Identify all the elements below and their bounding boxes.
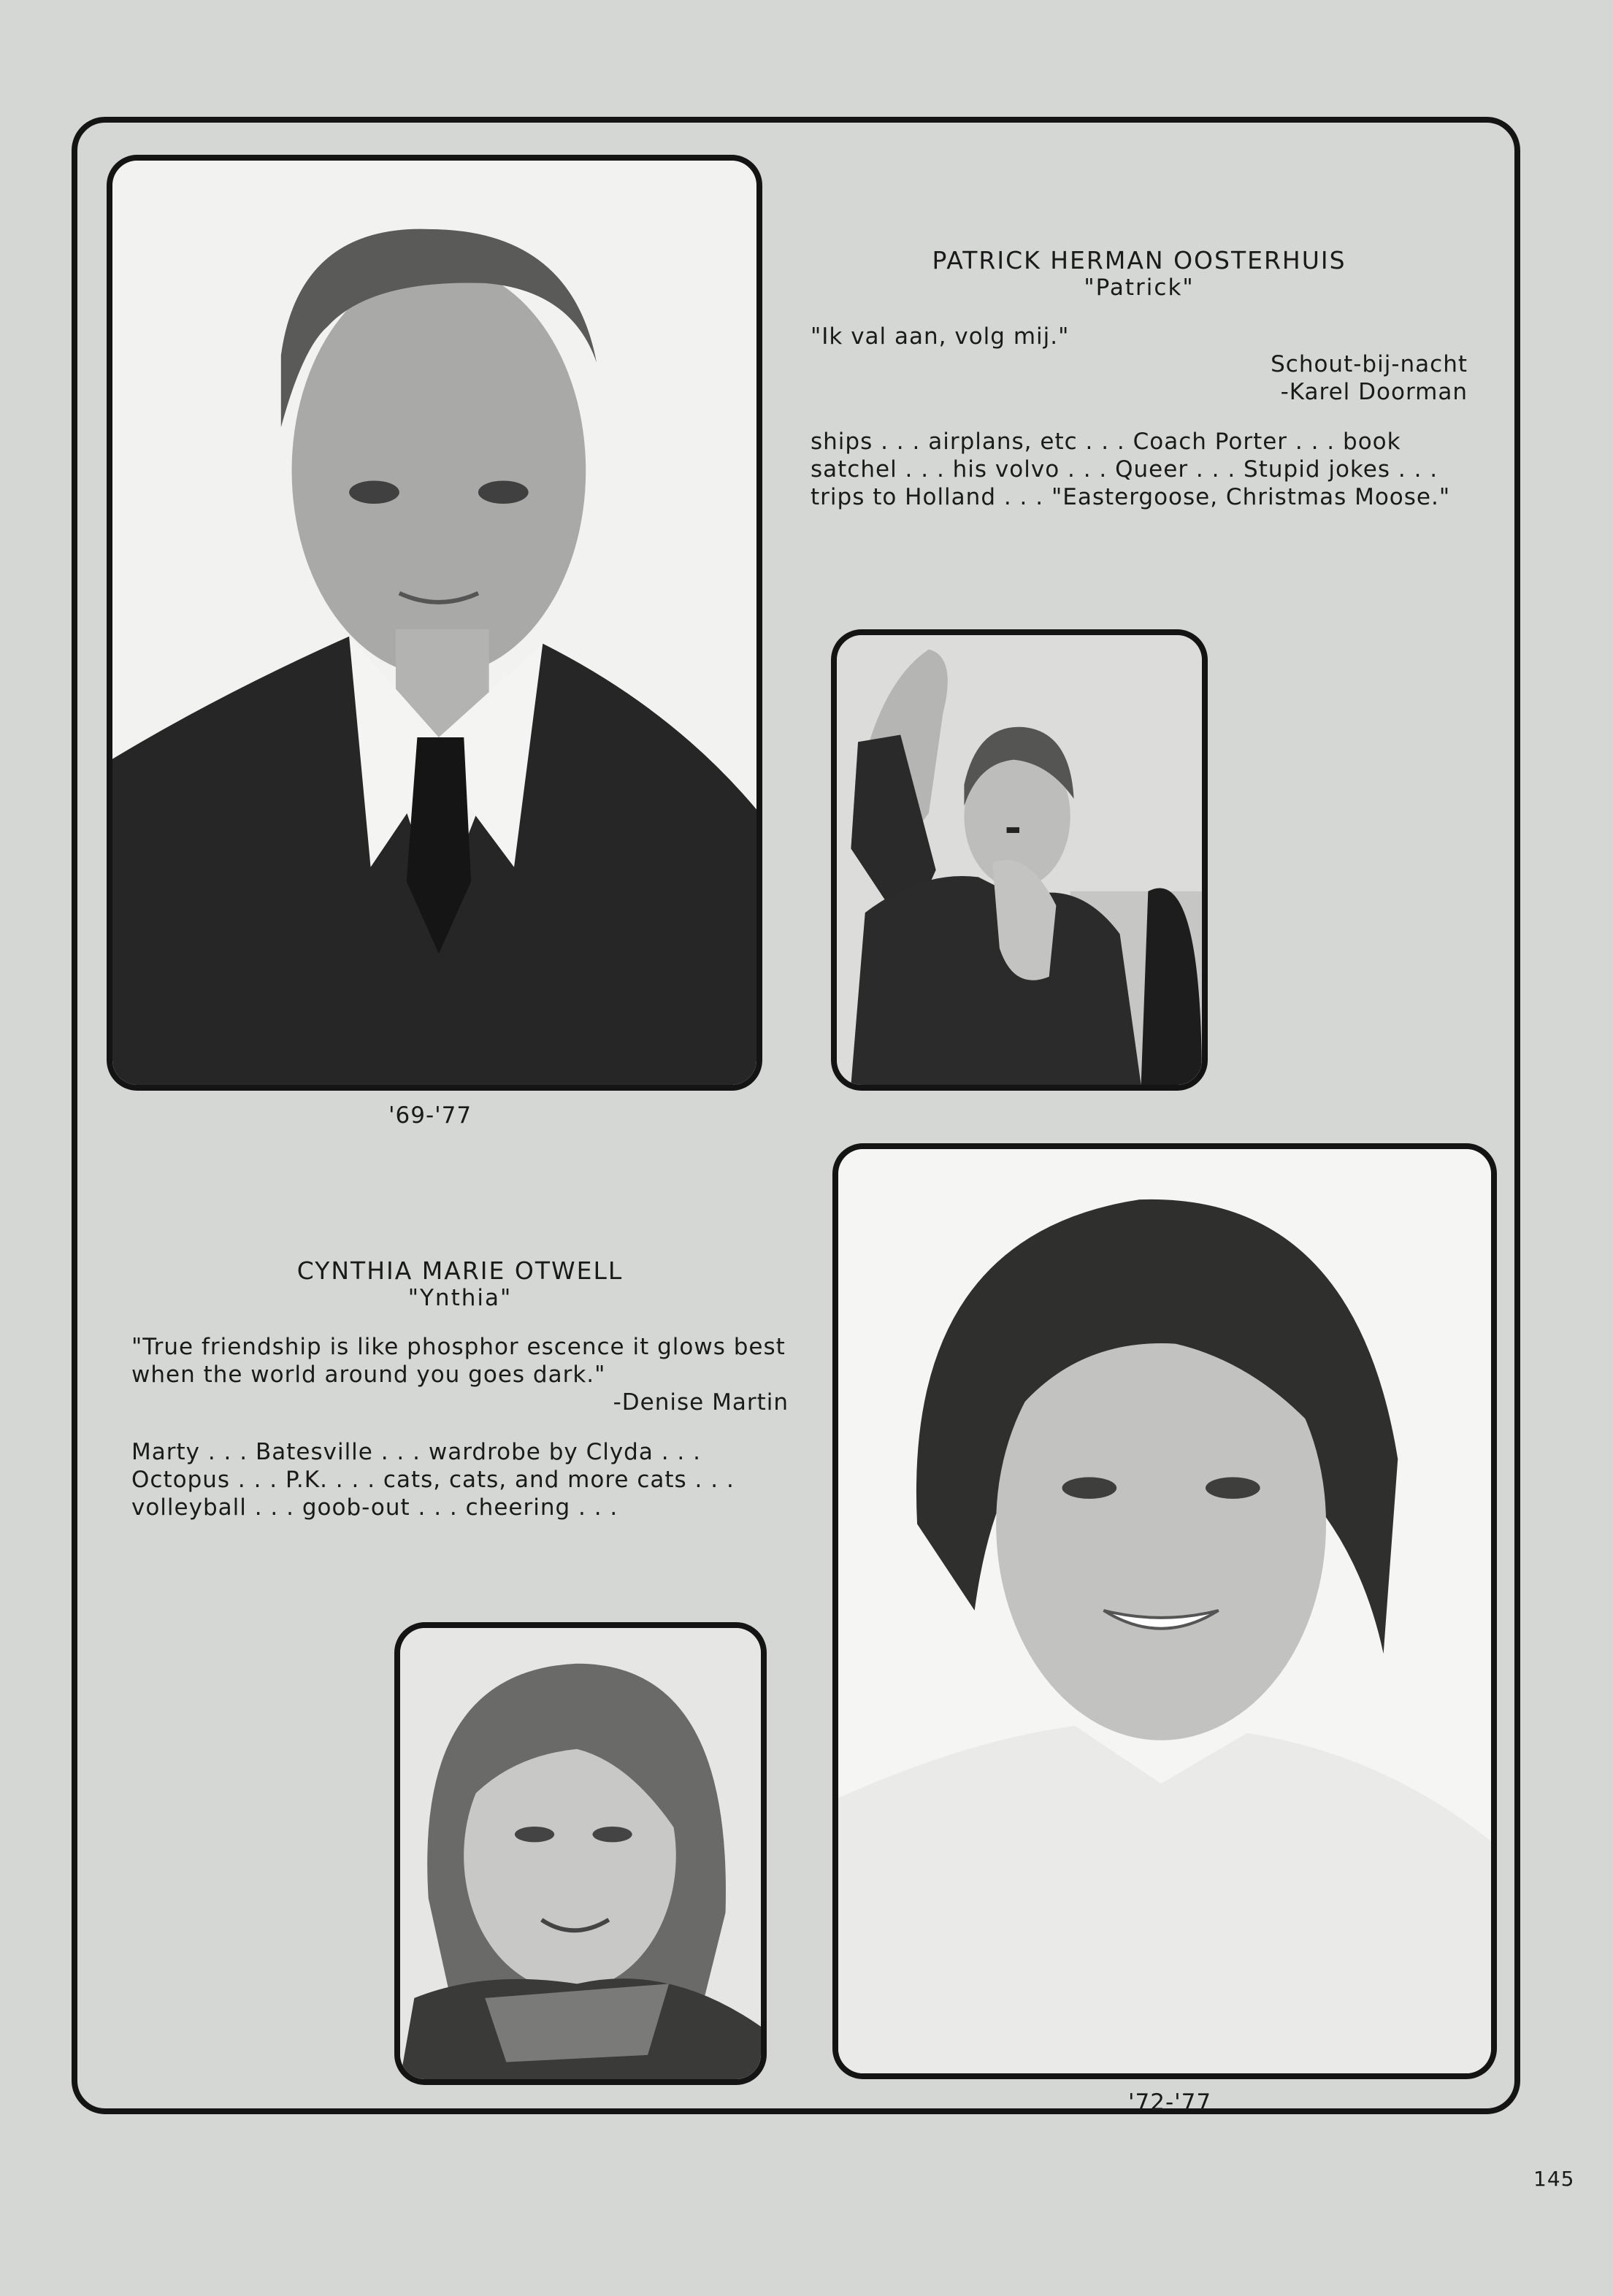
patrick-info: [811, 247, 1468, 511]
cynthia-portrait-photo: [832, 1143, 1497, 2079]
patrick-years: '69-'77: [388, 1102, 472, 1129]
patrick-candid-photo: [831, 629, 1208, 1091]
patrick-name: PATRICK HERMAN OOSTERHUIS: [932, 246, 1346, 274]
patrick-portrait-photo: [107, 155, 762, 1091]
patrick-nickname: "Patrick": [1084, 274, 1195, 301]
cynthia-name: CYNTHIA MARIE OTWELL: [296, 1256, 624, 1285]
cynthia-keywords: Marty . . . Batesville . . . wardrobe by Clyda . . . Octopus . . . P.K. . . . cats, cats, and more cats . . . volleyball . . . goob-out . . . cheering . . .: [131, 1439, 735, 1521]
cynthia-quote-attribution: -Denise Martin: [613, 1389, 789, 1416]
patrick-candid-image: [837, 635, 1202, 1085]
patrick-portrait-image: [112, 161, 756, 1085]
cynthia-info: [131, 1257, 789, 1521]
page-number: 145: [1533, 2167, 1575, 2191]
cynthia-portrait-image: [838, 1149, 1491, 2073]
patrick-quote-attribution-author: -Karel Doorman: [1280, 379, 1468, 405]
patrick-quote: "Ik val aan, volg mij.": [811, 323, 1070, 350]
cynthia-years: '72-'77: [1128, 2089, 1212, 2116]
patrick-quote-attribution-title: Schout-bij-nacht: [1271, 351, 1468, 377]
cynthia-quote: "True friendship is like phosphor escence it glows best when the world around you goes dark.": [131, 1334, 786, 1388]
patrick-keywords: ships . . . airplans, etc . . . Coach Porter . . . book satchel . . . his volvo . . . Queer . . . Stupid jokes . . . trips to Holland . . . "Eastergoose, Christmas Moose.": [811, 429, 1451, 510]
cynthia-candid-photo: [394, 1622, 767, 2085]
cynthia-candid-image: [400, 1628, 761, 2079]
cynthia-nickname: "Ynthia": [407, 1285, 513, 1311]
